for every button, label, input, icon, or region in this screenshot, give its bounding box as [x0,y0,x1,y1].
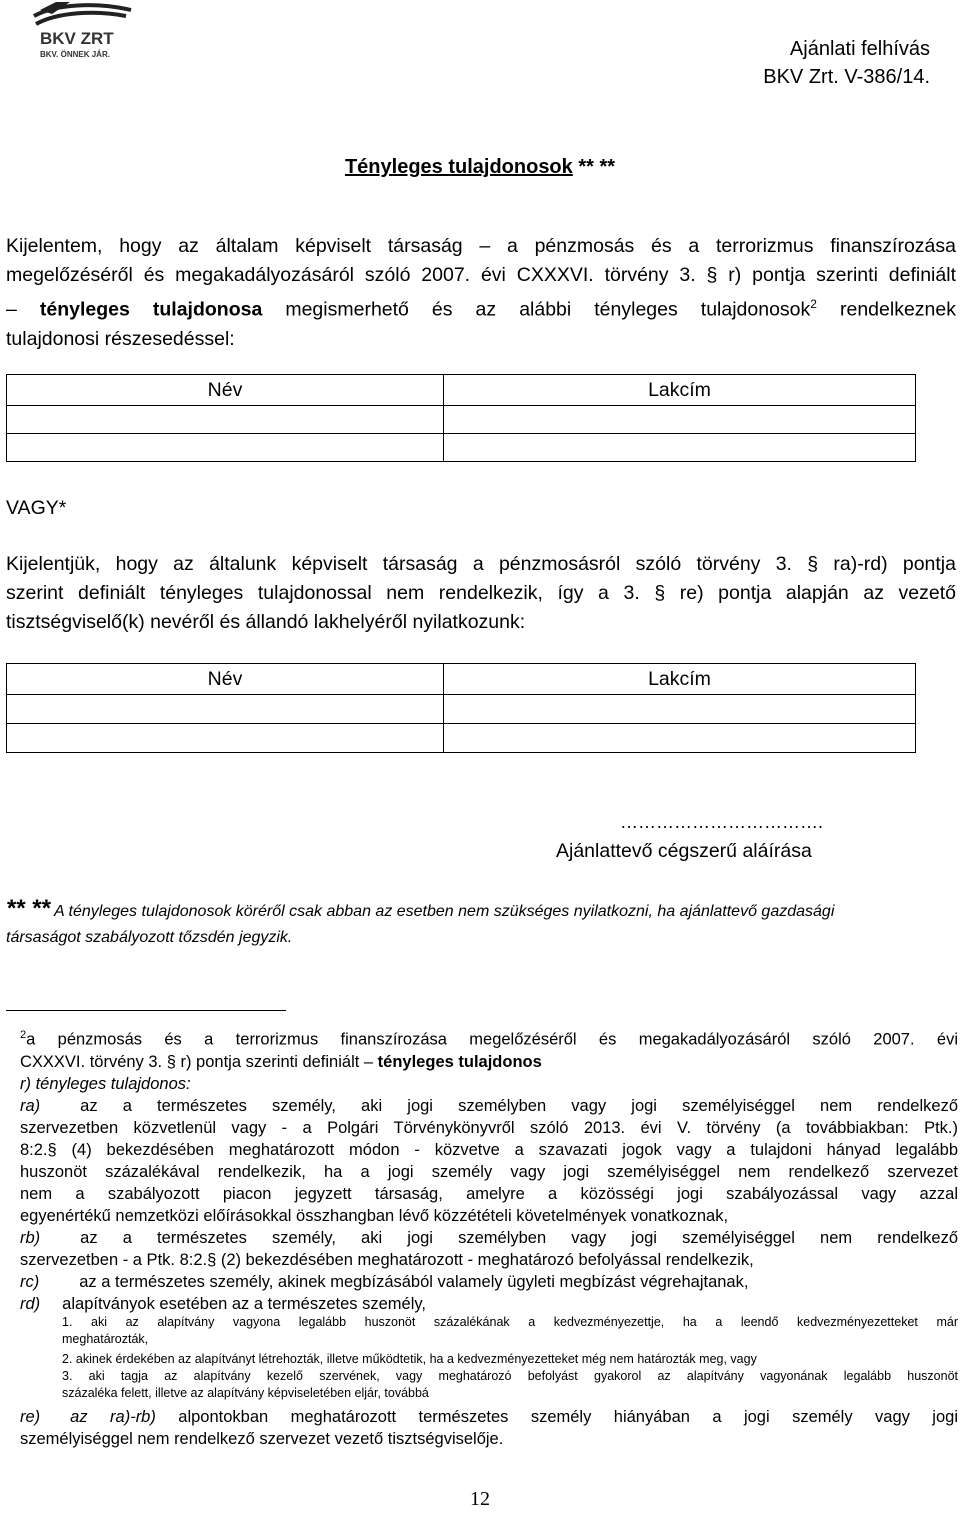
column-header-address: Lakcím [444,375,916,406]
logo-text: BKV ZRT [40,29,114,48]
intro-line: Kijelentem, hogy az általam képviselt társaság – a pénzmosás és a terrorizmus finanszírozása [6,235,956,257]
name-cell[interactable] [7,434,444,462]
footnote-end: re) az ra)-rb) alpontokban meghatározott természetes személy hiányában a jogi személy vagy jogi személyiséggel nem rendelkező szervezet vezető tisztségviselője. [20,1408,958,1448]
intro-line: tulajdonosi részesedéssel: [6,327,235,350]
intro-line: megelőzéséről és megakadályozásáról szóló 2007. évi CXXXVI. törvény 3. § r) pontja szerinti definiált [6,264,956,286]
logo-tagline: BKV. ÖNNEK JÁR. [40,50,110,59]
note-text: A tényleges tulajdonosok köréről csak abban az esetben nem szükséges nyilatkozni, ha ajánlattevő gazdasági [54,903,835,920]
address-cell[interactable] [444,406,916,434]
bkv-logo [6,0,136,62]
name-cell[interactable] [7,406,444,434]
bkv-logo-graphic [6,0,136,62]
intro-line: – tényleges tulajdonosa megismerhető és az alábbi tényleges tulajdonosok$^2$ rendelkeznek [6,297,956,321]
declaration-line: Kijelentjük, hogy az általunk képviselt társaság a pénzmosásról szóló törvény 3. § ra)-rd) pontja [6,553,956,575]
column-header-name: Név [7,375,444,406]
name-cell[interactable] [7,695,444,724]
footnote-separator [6,1010,286,1011]
foundation-subpoints: 1. aki az alapítvány vagyona legalább huszonöt százalékának a kedvezményezettje, ha a leendő kedvezményezetteket már meghatározták, 2. akinek érdekében az alapítványt létrehozták, illetve működtetik, ha a kedvezményezetteket még nem határozták meg, vagy 3. aki tagja az alapítvány kezelő szervének, vagy meghatározó befolyást gyakorol az alapítvány vagyonának legalább huszonöt százaléka felett, illetve az alapítvány képviseletében eljár, továbbá [62,1315,958,1400]
title-stars: ** ** [572,156,616,178]
stock-exchange-note [6,896,956,951]
address-cell[interactable] [444,724,916,753]
executives-table [6,663,916,753]
declaration-paragraph [6,550,956,637]
note-stars: ** ** [6,895,51,922]
doc-type: Ajánlati felhívás [789,38,930,60]
address-cell[interactable] [444,695,916,724]
footnote-marker: 2 [20,1029,27,1041]
doc-reference: BKV Zrt. V-386/14. [763,66,930,88]
address-cell[interactable] [444,434,916,462]
intro-paragraph [6,232,956,354]
declaration-line: szerint definiált tényleges tulajdonossal nem rendelkezik, így a 3. § re) pontja alapján az vezető [6,582,956,604]
column-header-name: Név [7,664,444,695]
name-cell[interactable] [7,724,444,753]
beneficial-owner-term: tényleges tulajdonosa [39,298,263,321]
declaration-line: tisztségviselő(k) nevéről és állandó lakhelyéről nyilatkozunk: [6,611,526,633]
footnote: $^2$a pénzmosás és a terrorizmus finanszírozása megelőzéséről és megakadályozásáról szóló 2007. évi CXXXVI. törvény 3. § r) pontja szerinti definiált – tényleges tulajdonos r) tényleges tulajdonos: ra) az a természetes személy, aki jogi személyben vagy jogi személyiséggel nem rendelkező szervezetben közvetlenül vagy - a Polgári Törvénykönyvről szóló 2013. évi V. törvény (a továbbiakban: Ptk.) 8:2.§ (4) bekezdésében meghatározott módon - közvetve a szavazati jogok vagy a tulajdoni hányad legalább huszonöt százalékával rendelkezik, ha a jogi személy vagy jogi személyiséggel nem rendelkező szervezet nem a szabályozott piacon jegyzett társaság, amelyre a közösségi jogi szabályozással vagy azzal egyenértékű nemzetközi előírásokkal összhangban lévő közzétételi követelmények vonatkoznak, rb) az a természetes személy, aki jogi személyben vagy jogi személyiséggel nem rendelkező szervezetben - a Ptk. 8:2.§ (2) bekezdésében meghatározott - meghatározó befolyással rendelkezik, rc) az a természetes személy, akinek megbízásából valamely ügyleti megbízást végrehajtanak, rd) alapítványok esetében az a természetes személy, [20,1029,958,1313]
or-label: VAGY* [6,497,67,519]
footnote-term: tényleges tulajdonos [377,1052,542,1071]
page-number: 12 [470,1488,490,1510]
column-header-address: Lakcím [444,664,916,695]
title-text: Tényleges tulajdonosok [344,156,573,178]
owners-table [6,374,916,462]
note-text: társaságot szabályozott tőzsdén jegyzik. [6,929,293,946]
page-title [0,156,960,179]
signature-line: ……………………………. [620,812,824,832]
signature-label: Ajánlattevő cégszerű aláírása [556,840,812,862]
